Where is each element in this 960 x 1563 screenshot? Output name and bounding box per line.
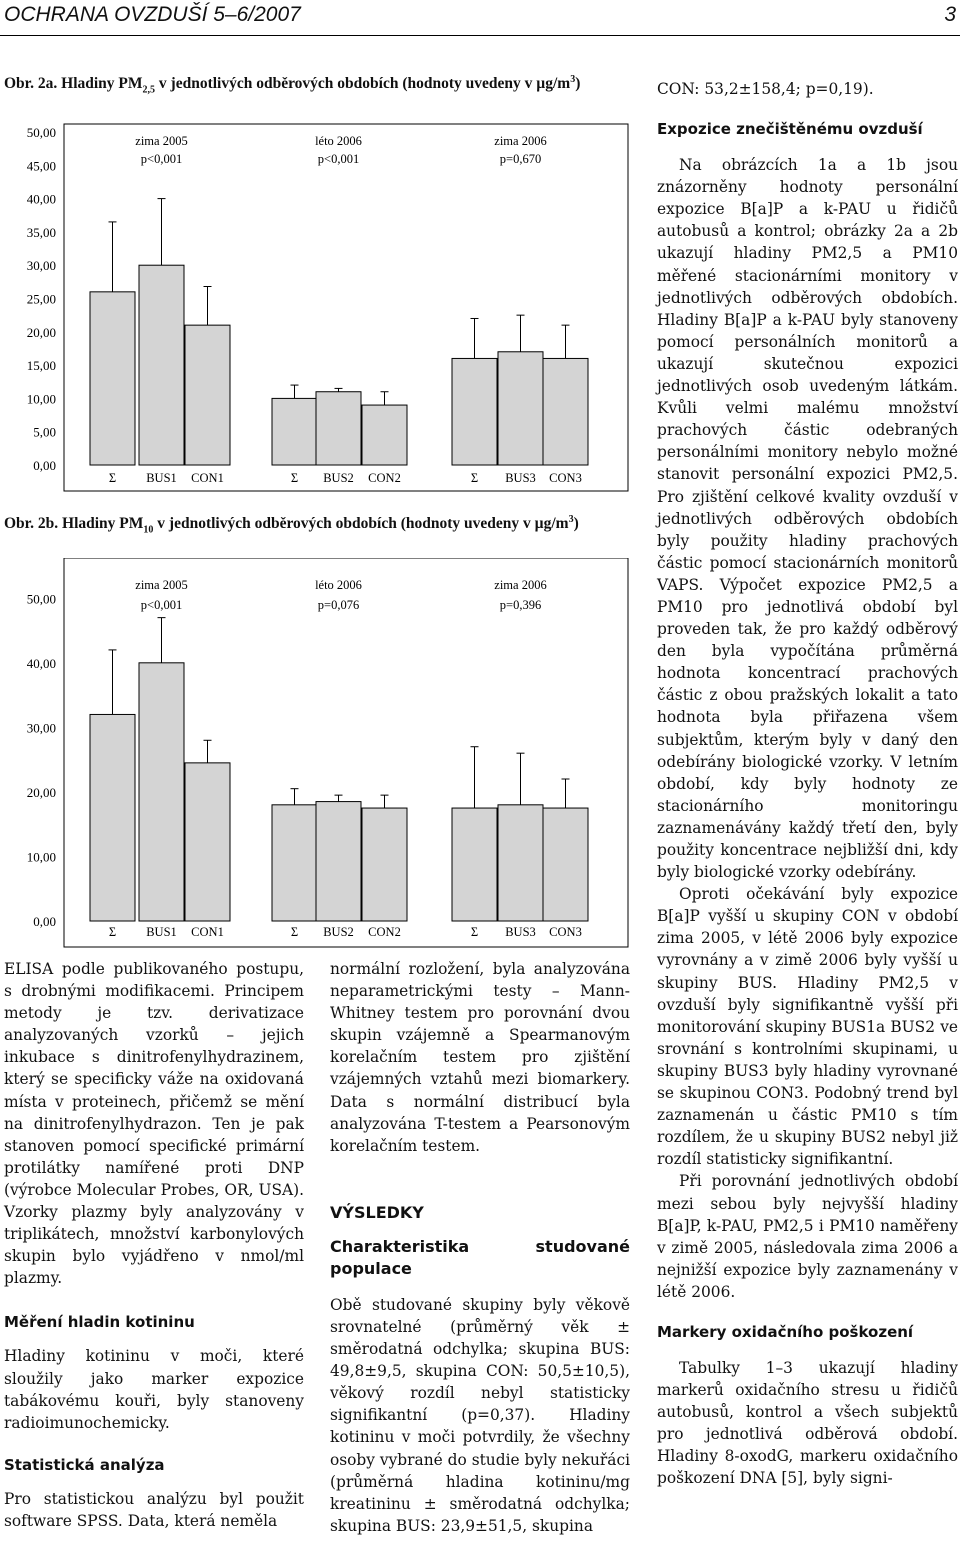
figure-2b-chart [0, 558, 632, 950]
season-label: léto 2006 [315, 578, 362, 592]
text-column-3 [657, 78, 958, 1490]
section-heading: Expozice znečištěnému ovzduší [657, 120, 923, 139]
bar [543, 808, 588, 921]
season-label: léto 2006 [315, 134, 362, 148]
y-tick-label: 0,00 [33, 458, 56, 473]
section-heading: Měření hladin kotininu [4, 1313, 195, 1332]
journal-title: OCHRANA OVZDUŠÍ 5–6/2007 [4, 3, 301, 26]
y-tick-label: 50,00 [26, 591, 56, 607]
paragraph: ELISA podle publikovaného postupu, s drobnými modifikacemi. Principem metody je tzv. derivatizace analyzovaných vzorků – jejich inkubace s dinitrofenylhydrazinem, který se specificky váže na oxidovaná místa v proteinech, přičemž se mění na dinitrofenylhydrazon. Ten je pak stanoven pomocí specifické primární protilátky namířené proti DNP (výrobce Molecular Probes, OR, USA). Vzorky plazmy byly analyzovány v triplikátech, množství karbonylových skupin bylo vyjádřeno v nmol/ml plazmy. [4, 960, 304, 1288]
bar [185, 763, 230, 921]
paragraph: Při porovnání jednotlivých období mezi sebou byly nejvyšší hladiny B[a]P, k-PAU, PM2,5 i PM10 naměřeny v zimě 2005, následovala zima 2006 a nejnižší expozice byly zaznamenány v létě 2006. [657, 1172, 958, 1301]
x-tick-label: CON3 [549, 471, 582, 485]
y-tick-label: 45,00 [26, 158, 56, 174]
p-value-label: p<0,001 [140, 152, 183, 166]
x-tick-label: BUS3 [505, 471, 536, 485]
y-tick-label: 30,00 [26, 720, 56, 736]
x-tick-label: Σ [108, 471, 117, 485]
y-tick-label: 10,00 [26, 849, 56, 865]
bar [185, 325, 230, 465]
paragraph: Hladiny kotininu v moči, které sloužily jako marker expozice tabákovému kouři, byly stanoveny radioimunochemicky. [4, 1347, 304, 1432]
p-value-label: p=0,076 [317, 598, 360, 612]
section-heading: VÝSLEDKY [330, 1202, 424, 1222]
y-tick-label: 0,00 [33, 914, 56, 929]
x-tick-label: BUS1 [146, 471, 177, 485]
x-tick-label: Σ [470, 471, 479, 485]
p-value-label: p=0,396 [499, 598, 542, 612]
y-tick-label: 35,00 [26, 224, 56, 240]
bar [452, 358, 497, 465]
paragraph: Tabulky 1–3 ukazují hladiny markerů oxidačního stresu u řidičů autobusů, kontrol a všech subjektů pro jednotlivá odběrová období. Hladiny 8-oxodG, markeru oxidačního poškození DNA [5], byly signi- [657, 1358, 958, 1488]
page-number: 3 [944, 3, 956, 26]
page-header [0, 0, 960, 36]
y-tick-label: 40,00 [26, 191, 56, 207]
y-tick-label: 5,00 [33, 424, 56, 440]
x-tick-label: BUS1 [146, 925, 177, 939]
bar [362, 405, 407, 465]
x-tick-label: CON2 [368, 925, 401, 939]
y-tick-label: 10,00 [26, 391, 56, 407]
bar [316, 392, 361, 465]
x-tick-label: CON3 [549, 925, 582, 939]
y-tick-label: 20,00 [26, 324, 56, 340]
x-tick-label: BUS2 [323, 471, 354, 485]
season-label: zima 2006 [494, 578, 547, 592]
p-value-label: p<0,001 [140, 598, 183, 612]
y-tick-label: 40,00 [26, 655, 56, 671]
section-heading: Markery oxidačního poškození [657, 1322, 914, 1341]
bar [272, 398, 317, 465]
x-tick-label: Σ [290, 471, 299, 485]
bar [498, 352, 543, 465]
section-heading: Statistická analýza [4, 1455, 165, 1474]
paragraph: CON: 53,2±158,4; p=0,19). [657, 80, 874, 98]
season-label: zima 2006 [494, 134, 547, 148]
bar [90, 292, 135, 465]
x-tick-label: CON2 [368, 471, 401, 485]
bar [543, 358, 588, 465]
figure-2b-caption: Obr. 2b. Hladiny $PM_{10}$ v jednotlivých odběrových obdobích (hodnoty uvedeny v $\mu g/m^3$) [4, 514, 579, 536]
y-tick-label: 25,00 [26, 291, 56, 307]
y-tick-label: 15,00 [26, 358, 56, 374]
season-label: zima 2005 [135, 134, 188, 148]
x-tick-label: BUS2 [323, 925, 354, 939]
bar [272, 805, 317, 921]
paragraph: normální rozložení, byla analyzována neparametrickými testy – Mann-Whitney testem pro porovnání dvou skupin vzájemně a Spearmanovým korelačním testem pro zjištění vzájemných vztahů mezi biomarkery. Data s normální distribucí byla analyzována T-testem a Pearsonovým korelačním testem. [330, 960, 630, 1155]
paragraph: Obě studované skupiny byly věkově srovnatelné (průměrný věk ± směrodatná odchylka; skupina BUS: 49,8±9,5, skupina CON: 50,5±10,5), věkový rozdíl nebyl statisticky signifikantní (p=0,37). Hladiny kotininu v moči potvrdily, že všechny osoby vybrané do studie byly nekuřáci (průměrná hladina kotininu/mg kreatininu ± směrodatná odchylka; skupina BUS: 23,9±51,5, skupina [330, 1295, 630, 1535]
y-tick-label: 20,00 [26, 784, 56, 800]
paragraph: Pro statistickou analýzu byl použit software SPSS. Data, která neměla [4, 1489, 304, 1530]
subsection-heading: Charakteristika studované populace [330, 1236, 630, 1278]
bar [498, 805, 543, 921]
x-tick-label: Σ [108, 925, 117, 939]
bar [316, 802, 361, 921]
p-value-label: p=0,670 [499, 152, 542, 166]
paragraph: Oproti očekávání byly expozice B[a]P vyšší u skupiny CON v období zima 2005, v létě 2006 byly expozice vyrovnány a v zimě 2006 byly vyšší u skupiny BUS. Hladiny PM2,5 v ovzduší byly signifikantně vyšší při monitorování skupiny BUS1a BUS2 ve srovnání s kontrolními skupinami, u skupiny BUS3 byly hladiny vyrovnané se skupinou CON3. Podobný trend byl zaznamenán u částic PM10 s tím rozdílem, že u skupiny BUS2 nebyl již rozdíl statisticky signifikantní. [657, 885, 958, 1169]
x-tick-label: CON1 [191, 925, 224, 939]
text-column-1 [4, 958, 304, 1532]
bar [139, 663, 184, 921]
text-column-2 [330, 958, 630, 1537]
x-tick-label: BUS3 [505, 925, 536, 939]
bar [452, 808, 497, 921]
figure-2a-caption: Obr. 2a. Hladiny $PM_{2,5}$ v jednotlivých odběrových obdobích (hodnoty uvedeny v $\mu g/m^3$) [4, 74, 581, 96]
bar [90, 714, 135, 921]
x-tick-label: Σ [290, 925, 299, 939]
figure-2a-chart [0, 112, 632, 497]
bar [139, 265, 184, 465]
y-tick-label: 50,00 [26, 125, 56, 140]
x-tick-label: Σ [470, 925, 479, 939]
x-tick-label: CON1 [191, 471, 224, 485]
paragraph: Na obrázcích 1a a 1b jsou znázorněny hodnoty personální expozice B[a]P a k-PAU u řidičů autobusů a kontrol; obrázky 2a a 2b ukazují hladiny PM2,5 a PM10 měřené stacionárními monitory v jednotlivých odběrových obdobích. Hladiny B[a]P a k-PAU byly stanoveny pomocí personálních monitorů a ukazují skutečnou expozici jednotlivých osob uvedeným látkám. Kvůli velmi malému množství prachových částic odebraných personálními monitory nebylo možné stanovit personální expozici PM2,5. Pro zjištění celkové kvality ovzduší v jednotlivých odběrových obdobích byly použity hladiny prachových částic pomocí stacionárních monitorů VAPS. Výpočet expozice PM2,5 a PM10 pro jednotlivá období byl proveden tak, že pro každý odběrový den byla vypočítána průměrná hodnota koncentrací prachových částic z obou pražských lokalit a tato hodnota byla přiřazena všem subjektům, kterým byly v daný den odebírány biologické vzorky. V letním období, kdy byly hodnoty ze stacionárního monitoringu zaznamenávány každý třetí den, byly použity koncentrace nejbližší dni, kdy byly biologické vzorky odebírány. [657, 156, 958, 882]
bar [362, 808, 407, 921]
p-value-label: p<0,001 [317, 152, 360, 166]
y-tick-label: 30,00 [26, 258, 56, 274]
season-label: zima 2005 [135, 578, 188, 592]
